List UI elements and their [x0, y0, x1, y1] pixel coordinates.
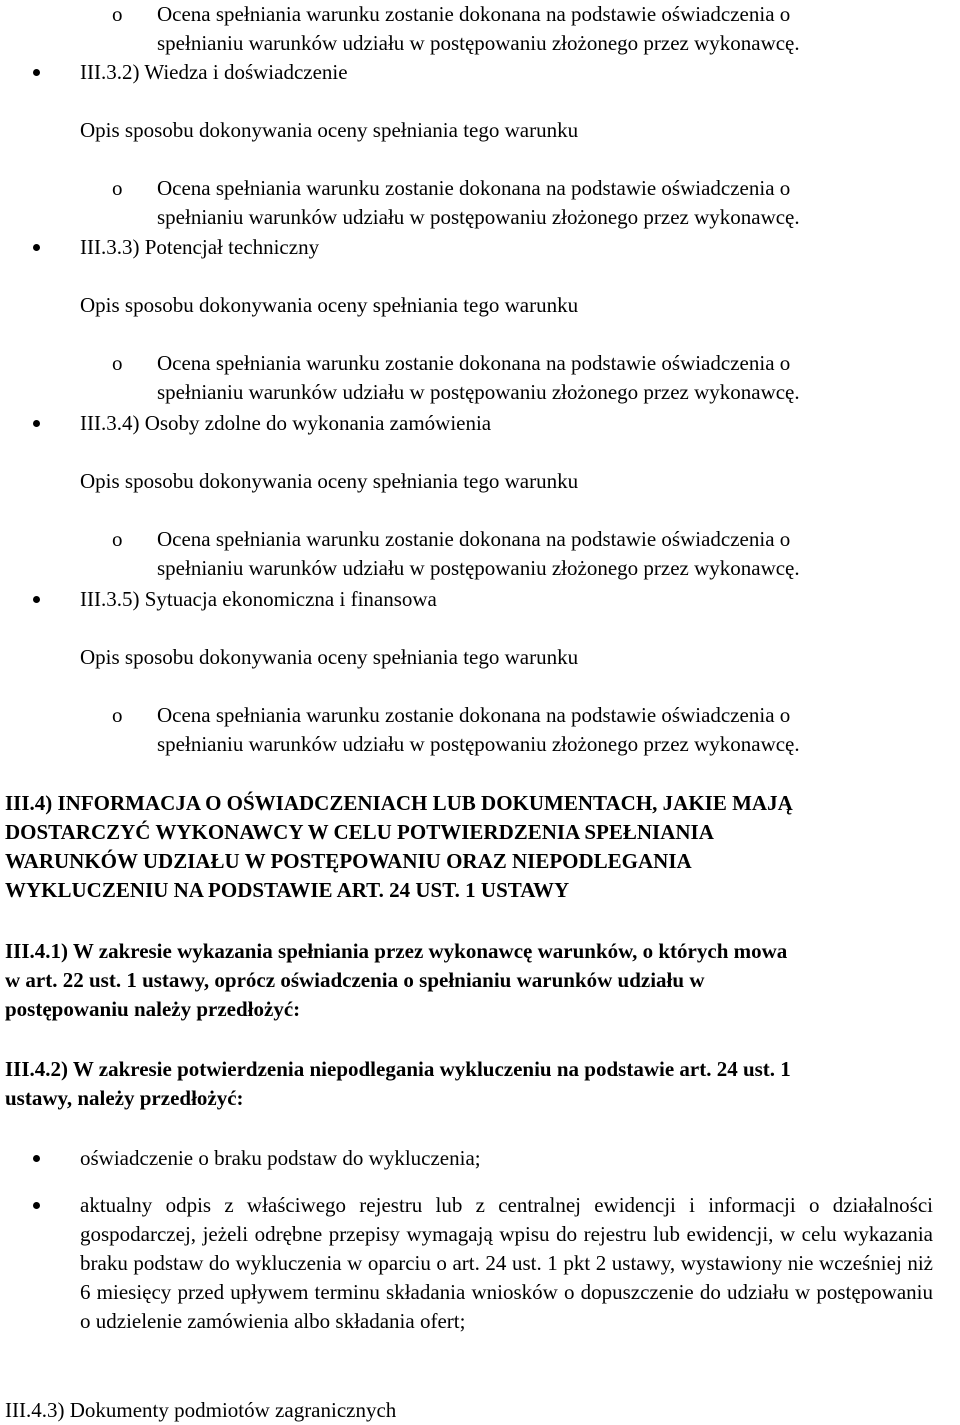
- condition-heading: III.3.2) Wiedza i doświadczenie: [80, 60, 348, 84]
- condition-heading: III.3.3) Potencjał techniczny: [80, 235, 320, 259]
- sub-line-2: spełnianiu warunków udziału w postępowaniu złożonego przez wykonawcę.: [157, 31, 800, 55]
- sub-line-2: spełnianiu warunków udziału w postępowaniu złożonego przez wykonawcę.: [157, 380, 800, 404]
- heading-line-4: WYKLUCZENIU NA PODSTAWIE ART. 24 UST. 1 USTAWY: [5, 878, 570, 902]
- bullet-icon: [33, 1155, 40, 1162]
- bullet-icon: [33, 420, 40, 427]
- sub-marker: o: [112, 703, 123, 727]
- sub-line-1: Ocena spełniania warunku zostanie dokonana na podstawie oświadczenia o: [157, 351, 791, 375]
- heading-line-1: III.4.2) W zakresie potwierdzenia niepodlegania wykluczeniu na podstawie art. 24 ust. 1: [5, 1057, 791, 1081]
- heading-line-2: ustawy, należy przedłożyć:: [5, 1086, 244, 1110]
- condition-heading: III.3.5) Sytuacja ekonomiczna i finansowa: [80, 587, 437, 611]
- list-item: aktualny odpis z właściwego rejestru lub z centralnej ewidencji i informacji o działalności gospodarczej, jeżeli odrębne przepisy wymagają wpisu do rejestru lub ewidencji, w celu wykazania braku podstaw do wykluczenia w oparciu o art. 24 ust. 1 pkt 2 ustawy, wystawiony nie wcześniej niż 6 miesięcy przed upływem terminu składania wniosków o dopuszczenie do udziału w postępowaniu o udzielenie zamówienia albo składania ofert;: [80, 1193, 933, 1333]
- condition-description-label: Opis sposobu dokonywania oceny spełniania tego warunku: [80, 118, 579, 142]
- condition-description-label: Opis sposobu dokonywania oceny spełniania tego warunku: [80, 645, 579, 669]
- sub-line-2: spełnianiu warunków udziału w postępowaniu złożonego przez wykonawcę.: [157, 732, 800, 756]
- sub-marker: o: [112, 2, 123, 26]
- sub-line-1: Ocena spełniania warunku zostanie dokonana na podstawie oświadczenia o: [157, 2, 791, 26]
- heading-line-2: DOSTARCZYĆ WYKONAWCY W CELU POTWIERDZENIA SPEŁNIANIA: [5, 820, 714, 844]
- sub-line-1: Ocena spełniania warunku zostanie dokonana na podstawie oświadczenia o: [157, 176, 791, 200]
- sub-line-1: Ocena spełniania warunku zostanie dokonana na podstawie oświadczenia o: [157, 527, 791, 551]
- bullet-icon: [33, 244, 40, 251]
- bullet-icon: [33, 69, 40, 76]
- section-heading-iii-4-3: III.4.3) Dokumenty podmiotów zagranicznych: [5, 1398, 397, 1422]
- heading-line-1: III.4) INFORMACJA O OŚWIADCZENIACH LUB DOKUMENTACH, JAKIE MAJĄ: [5, 791, 793, 815]
- condition-description-label: Opis sposobu dokonywania oceny spełniania tego warunku: [80, 293, 579, 317]
- list-item: oświadczenie o braku podstaw do wykluczenia;: [80, 1146, 481, 1170]
- sub-line-2: spełnianiu warunków udziału w postępowaniu złożonego przez wykonawcę.: [157, 205, 800, 229]
- condition-description-label: Opis sposobu dokonywania oceny spełniania tego warunku: [80, 469, 579, 493]
- sub-line-2: spełnianiu warunków udziału w postępowaniu złożonego przez wykonawcę.: [157, 556, 800, 580]
- heading-line-3: postępowaniu należy przedłożyć:: [5, 997, 301, 1021]
- sub-line-1: Ocena spełniania warunku zostanie dokonana na podstawie oświadczenia o: [157, 703, 791, 727]
- heading-line-2: w art. 22 ust. 1 ustawy, oprócz oświadczenia o spełnianiu warunków udziału w: [5, 968, 705, 992]
- heading-line-3: WARUNKÓW UDZIAŁU W POSTĘPOWANIU ORAZ NIEPODLEGANIA: [5, 849, 692, 873]
- bullet-icon: [33, 596, 40, 603]
- condition-heading: III.3.4) Osoby zdolne do wykonania zamówienia: [80, 411, 492, 435]
- heading-line-1: III.4.1) W zakresie wykazania spełniania przez wykonawcę warunków, o których mowa: [5, 939, 788, 963]
- sub-marker: o: [112, 176, 123, 200]
- bullet-icon: [33, 1202, 40, 1209]
- sub-marker: o: [112, 527, 123, 551]
- sub-marker: o: [112, 351, 123, 375]
